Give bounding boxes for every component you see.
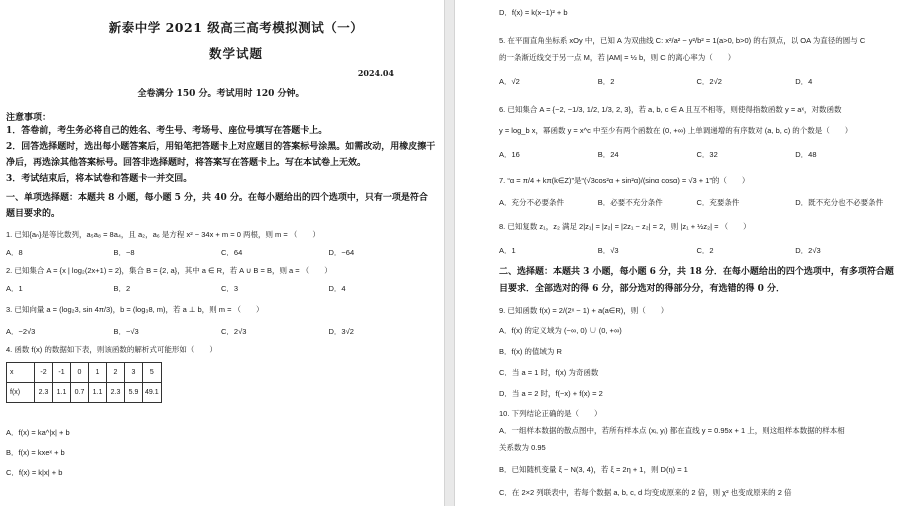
- exam-page-left: [0, 0, 444, 506]
- option: A．1: [499, 246, 516, 255]
- question-9-option-b: B．f(x) 的值域为 R: [499, 347, 562, 356]
- option-text-cont: 关系数为 0.95: [499, 443, 546, 452]
- question-10-option-b: B．已知随机变量 ξ ~ N(3, 4)，若 ξ = 2η + 1，则 D(η) = 1: [499, 465, 688, 474]
- option: B．2: [113, 284, 131, 293]
- table-cell: 2: [107, 363, 125, 383]
- table-row: [7, 363, 162, 383]
- table-header-cell: f(x): [7, 383, 35, 403]
- question-3: 3. 已知向量 a = (log₂3, sin 4π/3)，b = (log₃8, m)，若 a ⊥ b，则 m = （ ）: [6, 305, 264, 314]
- table-cell: 5.9: [125, 383, 143, 403]
- option: D．既不充分也不必要条件: [795, 198, 884, 207]
- question-9-option-d: D．当 a = 2 时，f(−x) + f(x) = 2: [499, 389, 603, 398]
- question-8: 8. 已知复数 z₁，z₂ 满足 2|z₁| = |z₂| = |2z₁ − z₂| = 2，则 |z₁ + ½z₂| = （ ）: [499, 222, 751, 231]
- table-cell: 2.3: [35, 383, 53, 403]
- question-4-option-a: A．f(x) = ka^|x| + b: [6, 428, 70, 437]
- question-10-option-c: C．在 2×2 列联表中，若每个数据 a, b, c, d 均变成原来的 2 倍，则 χ² 也变成原来的 2 倍: [499, 488, 792, 497]
- question-1-options: [6, 247, 436, 258]
- question-5: [499, 32, 894, 66]
- table-cell: 49.1: [143, 383, 162, 403]
- question-2-options: [6, 283, 436, 294]
- option: C．2: [696, 246, 714, 255]
- option: D．48: [795, 150, 817, 159]
- table-cell: 3: [125, 363, 143, 383]
- option: D．4: [328, 284, 346, 293]
- table-cell: 0.7: [71, 383, 89, 403]
- option: C．3: [221, 284, 239, 293]
- option: B．2: [597, 77, 615, 86]
- option: B．24: [597, 150, 619, 159]
- question-6-text: 6. 已知集合 A = {−2, −1/3, 1/2, 1/3, 2, 3}，若 a, b, c ∈ A 且互不相等，则使得指数函数 y = aˣ，对数函数: [499, 105, 842, 114]
- question-1: 1. 已知{aₙ}是等比数列，a₅a₈ = 8a₄，且 a₂，a₆ 是方程 x² − 34x + m = 0 两根，则 m = （ ）: [6, 230, 320, 239]
- option: A．充分不必要条件: [499, 198, 565, 207]
- option: C．32: [696, 150, 718, 159]
- question-5-options: [499, 76, 894, 87]
- notice-item: 2．回答选择题时，选出每小题答案后，用铅笔把答题卡上对应题目的答案标号涂黑。如需改动，用橡皮擦干净后，再选涂其他答案标号。回答非选择题时，将答案写在答题卡上。写在本试卷上无效。: [6, 142, 436, 168]
- exam-title: 新泰中学 2021 级高三高考模拟测试（一）: [108, 20, 364, 35]
- section-one-heading: 一、单项选择题：本题共 8 小题，每小题 5 分，共 40 分。在每小题给出的四个选项中，只有一项是符合题目要求的。: [6, 193, 428, 219]
- option: A．−2√3: [6, 327, 36, 336]
- question-4-option-b: B．f(x) = kxeˣ + b: [6, 448, 65, 457]
- table-cell: 1: [89, 363, 107, 383]
- table-cell: 1.1: [89, 383, 107, 403]
- notice-item: 1．答卷前，考生务必将自己的姓名、考生号、考场号、座位号填写在答题卡上。: [6, 126, 328, 136]
- question-6-text-cont: y = log_b x，幂函数 y = x^c 中至少有两个函数在 (0, +∞) 上单调递增的有序数对 (a, b, c) 的个数是（ ）: [499, 126, 853, 135]
- question-10: 10. 下列结论正确的是（ ）: [499, 409, 602, 418]
- table-cell: 0: [71, 363, 89, 383]
- option: B．√3: [597, 246, 619, 255]
- question-6: [499, 101, 894, 139]
- option: A．1: [6, 284, 23, 293]
- question-9: 9. 已知函数 f(x) = 2/(2ˣ − 1) + a(a∈R)，则（ ）: [499, 306, 669, 315]
- option: A．8: [6, 248, 23, 257]
- option: B．必要不充分条件: [597, 198, 663, 207]
- table-header-cell: x: [7, 363, 35, 383]
- question-3-options: [6, 326, 436, 337]
- option: A．√2: [499, 77, 520, 86]
- option: B．−√3: [113, 327, 139, 336]
- table-cell: 5: [143, 363, 162, 383]
- data-table: [6, 362, 162, 403]
- question-2: 2. 已知集合 A = {x | log₂(2x+1) = 2}，集合 B = {2, a}，其中 a ∈ R，若 A ∪ B = B，则 a = （ ）: [6, 266, 332, 275]
- table-row: [7, 383, 162, 403]
- question-5-text-cont: 的一条渐近线交于另一点 M，若 |AM| = ½ b，则 C 的离心率为（ ）: [499, 53, 736, 62]
- full-mark-note: 全卷满分 150 分。考试用时 120 分钟。: [137, 89, 305, 99]
- question-6-options: [499, 149, 894, 160]
- question-9-option-c: C．当 a = 1 时，f(x) 为奇函数: [499, 368, 599, 377]
- option: D．4: [795, 77, 813, 86]
- exam-page-right: [455, 0, 900, 506]
- option: D．3√2: [328, 327, 354, 336]
- notice-heading: 注意事项：: [6, 113, 52, 123]
- table-cell: -1: [53, 363, 71, 383]
- table-cell: 1.1: [53, 383, 71, 403]
- option: A．16: [499, 150, 520, 159]
- question-10-option-a: [499, 422, 894, 456]
- option: C．64: [221, 248, 243, 257]
- question-8-options: [499, 245, 894, 256]
- page-divider: [444, 0, 455, 506]
- option-text: A．一组样本数据的散点图中，若所有样本点 (xᵢ, yᵢ) 都在直线 y = 0.95x + 1 上，则这组样本数据的样本相: [499, 426, 845, 435]
- exam-date: 2024.04: [357, 68, 394, 78]
- table-cell: 2.3: [107, 383, 125, 403]
- option: D．2√3: [795, 246, 821, 255]
- question-7: 7. “α = π/4 + kπ(k∈Z)”是“(√3cos²α + sin²α)/(sinα cosα) = √3 + 1”的（ ）: [499, 176, 750, 185]
- exam-subtitle: 数学试题: [208, 46, 263, 61]
- option: C．2√3: [221, 327, 247, 336]
- table-cell: -2: [35, 363, 53, 383]
- question-5-text: 5. 在平面直角坐标系 xOy 中，已知 A 为双曲线 C: x²/a² − y²/b² = 1(a>0, b>0) 的右顶点，以 OA 为直径的圆与 C: [499, 36, 866, 45]
- question-9-option-a: A．f(x) 的定义域为 (−∞, 0) ∪ (0, +∞): [499, 326, 622, 335]
- option: C．充要条件: [696, 198, 740, 207]
- section-two-heading: 二、选择题：本题共 3 小题，每小题 6 分，共 18 分．在每小题给出的四个选项中，有多项符合题目要求．全部选对的得 6 分，部分选对的得部分分，有选错的得 0 分．: [499, 267, 894, 294]
- option: D．−64: [328, 248, 355, 257]
- question-7-options: [499, 197, 894, 208]
- question-4-option-d: D．f(x) = k(x−1)² + b: [499, 8, 568, 17]
- notice-item: 3．考试结束后，将本试卷和答题卡一并交回。: [6, 174, 193, 184]
- question-4-option-c: C．f(x) = k|x| + b: [6, 468, 63, 477]
- question-4: 4. 函数 f(x) 的数据如下表，则该函数的解析式可能形如（ ）: [6, 345, 217, 354]
- option: C．2√2: [696, 77, 722, 86]
- option: B．−8: [113, 248, 135, 257]
